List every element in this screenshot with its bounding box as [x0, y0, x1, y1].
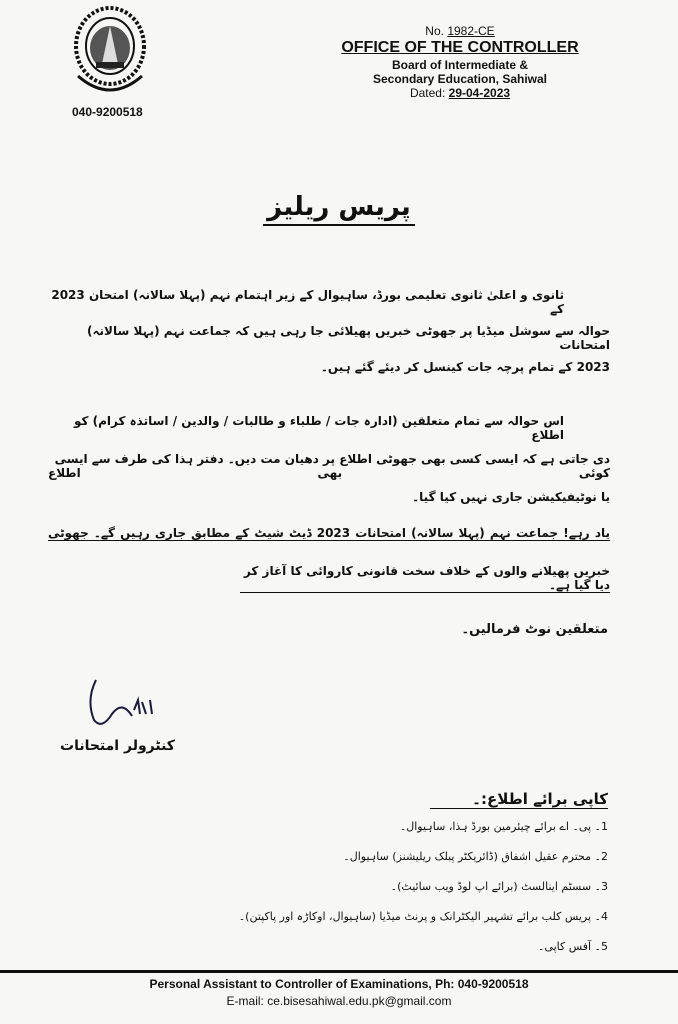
body-line: اس حوالہ سے تمام متعلقین (ادارہ جات / طلباء و طالبات / والدین / اساتذہ کرام) کو اطلاع: [73, 414, 564, 442]
body-line: ثانوی و اعلیٰ ثانوی تعلیمی بورڈ، ساہیوال کے زیر اہتمام نہم (پہلا سالانہ) امتحان 2023 کے: [51, 288, 564, 316]
copy-item: 4۔ پریس کلب برائے تشہیر الیکٹرانک و پرنٹ میڈیا (ساہیوال، اوکاڑہ اور پاکپتن)۔: [238, 910, 608, 923]
copy-item: 1۔ پی۔ اے برائے چیئرمین بورڈ ہذا، ساہیوال۔: [399, 820, 608, 833]
date: 29-04-2023: [448, 86, 511, 100]
footer-contact: Personal Assistant to Controller of Examinations, Ph: 040-9200518: [149, 977, 529, 991]
number-label: No.: [425, 24, 444, 38]
press-release-title: پریس ریلیز: [263, 192, 415, 226]
body-line: حوالہ سے سوشل میڈیا پر جھوٹی خبریں پھیلائی جا رہی ہیں کہ جماعت نہم (پہلا سالانہ) امتحانات: [87, 324, 610, 352]
press-release-title-wrap: [0, 192, 678, 226]
body-line-underlined: خبریں پھیلانے والوں کے خلاف سخت قانونی کاروائی کا آغاز کر دیا گیا ہے۔: [240, 564, 610, 593]
note: متعلقین نوٹ فرمالیں۔: [461, 622, 608, 637]
copy-item: 2۔ محترم عقیل اشفاق (ڈائریکٹر پبلک ریلیشنز) ساہیوال۔: [343, 850, 608, 863]
board-line-1: Board of Intermediate &: [391, 58, 529, 72]
body-line: 2023 کے تمام پرچہ جات کینسل کر دیئے گئے ہیں۔: [320, 360, 610, 374]
body-line: دی جاتی ہے کہ ایسی کسی بھی جھوٹی اطلاع پر دھیان مت دیں۔ دفتر ہذا کی طرف سے ایسی کوئی بھی اطلاع: [48, 452, 610, 480]
dated-label: Dated:: [409, 86, 446, 100]
copy-heading: کاپی برائے اطلاع:۔: [430, 790, 608, 809]
phone-number: 040-9200518: [72, 105, 143, 119]
signatory-title: کنٹرولر امتحانات: [60, 738, 175, 754]
board-line-2: Secondary Education, Sahiwal: [372, 72, 548, 86]
footer-email: E-mail: ce.bisesahiwal.edu.pk@gmail.com: [226, 994, 452, 1008]
board-logo: [72, 4, 148, 100]
copy-item: 3۔ سسٹم اینالسٹ (برائے اپ لوڈ ویب سائیٹ)۔: [390, 880, 608, 893]
body-line: یا نوٹیفیکیشن جاری نہیں کیا گیا۔: [412, 490, 610, 504]
office-title: OFFICE OF THE CONTROLLER: [341, 39, 579, 56]
signature: [82, 670, 172, 740]
reference-number: 1982-CE: [447, 24, 495, 38]
body-line-underlined: یاد رہے! جماعت نہم (پہلا سالانہ) امتحانات 2023 ڈیٹ شیٹ کے مطابق جاری رہیں گے۔ جھوٹی: [48, 526, 611, 540]
copy-item: 5۔ آفس کاپی۔: [537, 940, 608, 953]
letterhead: [300, 24, 620, 100]
footer-divider: [0, 970, 678, 973]
